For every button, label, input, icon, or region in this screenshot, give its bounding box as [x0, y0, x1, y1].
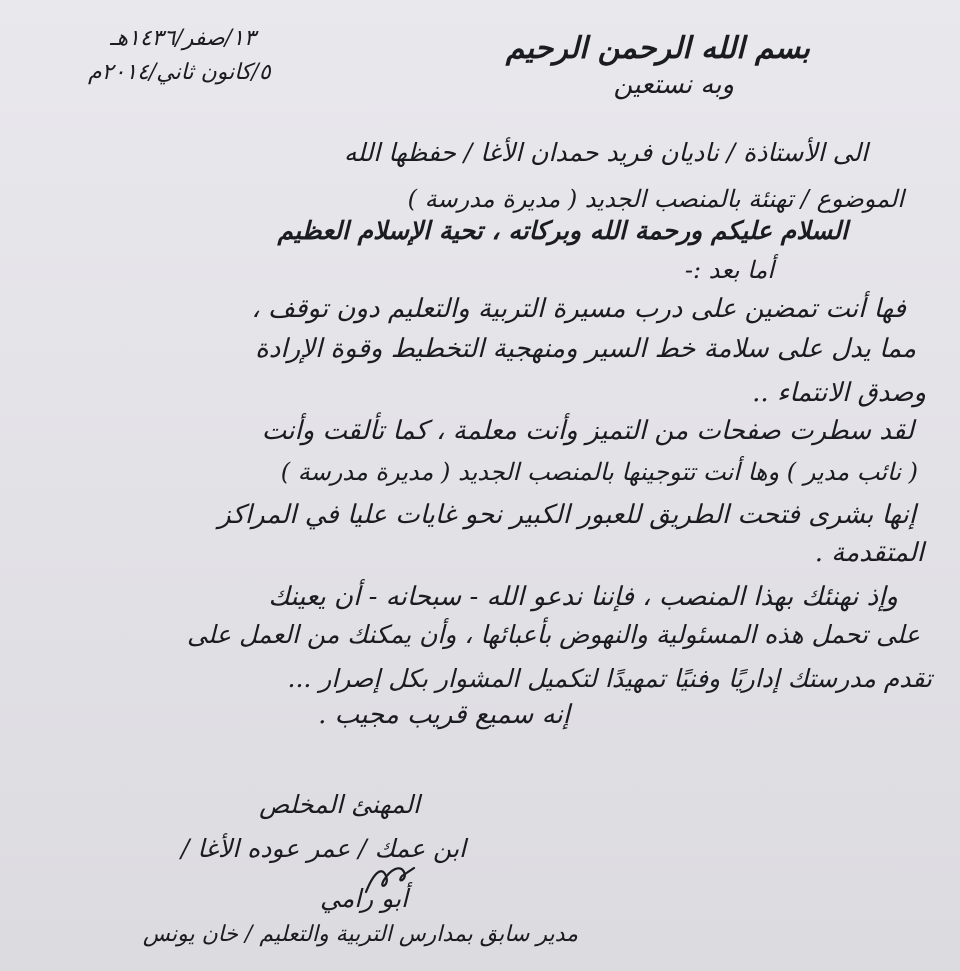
body-line: وإذ نهنئك بهذا المنصب ، فإننا ندعو الله - سبحانه - أن يعينك [268, 582, 898, 612]
body-line: إنها بشرى فتحت الطريق للعبور الكبير نحو غايات عليا في المراكز [218, 500, 916, 530]
body-line: تقدم مدرستك إداريًا وفنيًا تمهيدًا لتكميل المشوار بكل إصرار ... [287, 664, 932, 693]
opening-invocation: وبه نستعين [613, 70, 734, 100]
sender-name: ابن عمك / عمر عوده الأغا / [180, 834, 466, 863]
hijri-date: ١٣/صفر/١٤٣٦هـ [110, 26, 256, 51]
closing-phrase: المهنئ المخلص [259, 790, 420, 819]
body-line: فها أنت تمضين على درب مسيرة التربية والتعليم دون توقف ، [251, 294, 906, 324]
body-line: المتقدمة . [814, 538, 924, 568]
subject-line: الموضوع / تهنئة بالمنصب الجديد ( مديرة مدرسة ) [407, 185, 904, 213]
sender-title: مدير سابق بمدارس التربية والتعليم / خان يونس [142, 922, 578, 947]
body-line: وصدق الانتماء .. [752, 378, 926, 408]
addressee: الى الأستاذة / ناديان فريد حمدان الأغا / حفظها الله [344, 138, 868, 167]
sender-nickname: أبو رامي [319, 884, 408, 913]
body-line: لقد سطرت صفحات من التميز وأنت معلمة ، كما تألقت وأنت [261, 416, 914, 446]
greeting: السلام عليكم ورحمة الله وبركاته ، تحية الإسلام العظيم [277, 216, 848, 245]
body-line: ( نائب مدير ) وها أنت تتوجينها بالمنصب الجديد ( مديرة مدرسة ) [280, 458, 918, 486]
body-line: على تحمل هذه المسئولية والنهوض بأعبائها ، وأن يمكنك من العمل على [186, 620, 920, 649]
body-line: مما يدل على سلامة خط السير ومنهجية التخطيط وقوة الإرادة [255, 334, 916, 364]
basmala: بسم الله الرحمن الرحيم [505, 31, 810, 66]
gregorian-date: ٥/كانون ثاني/٢٠١٤م [88, 60, 271, 85]
body-line: إنه سميع قريب مجيب . [318, 700, 570, 730]
handwritten-signature [360, 862, 420, 898]
amma-baad: أما بعد :- [684, 256, 774, 284]
